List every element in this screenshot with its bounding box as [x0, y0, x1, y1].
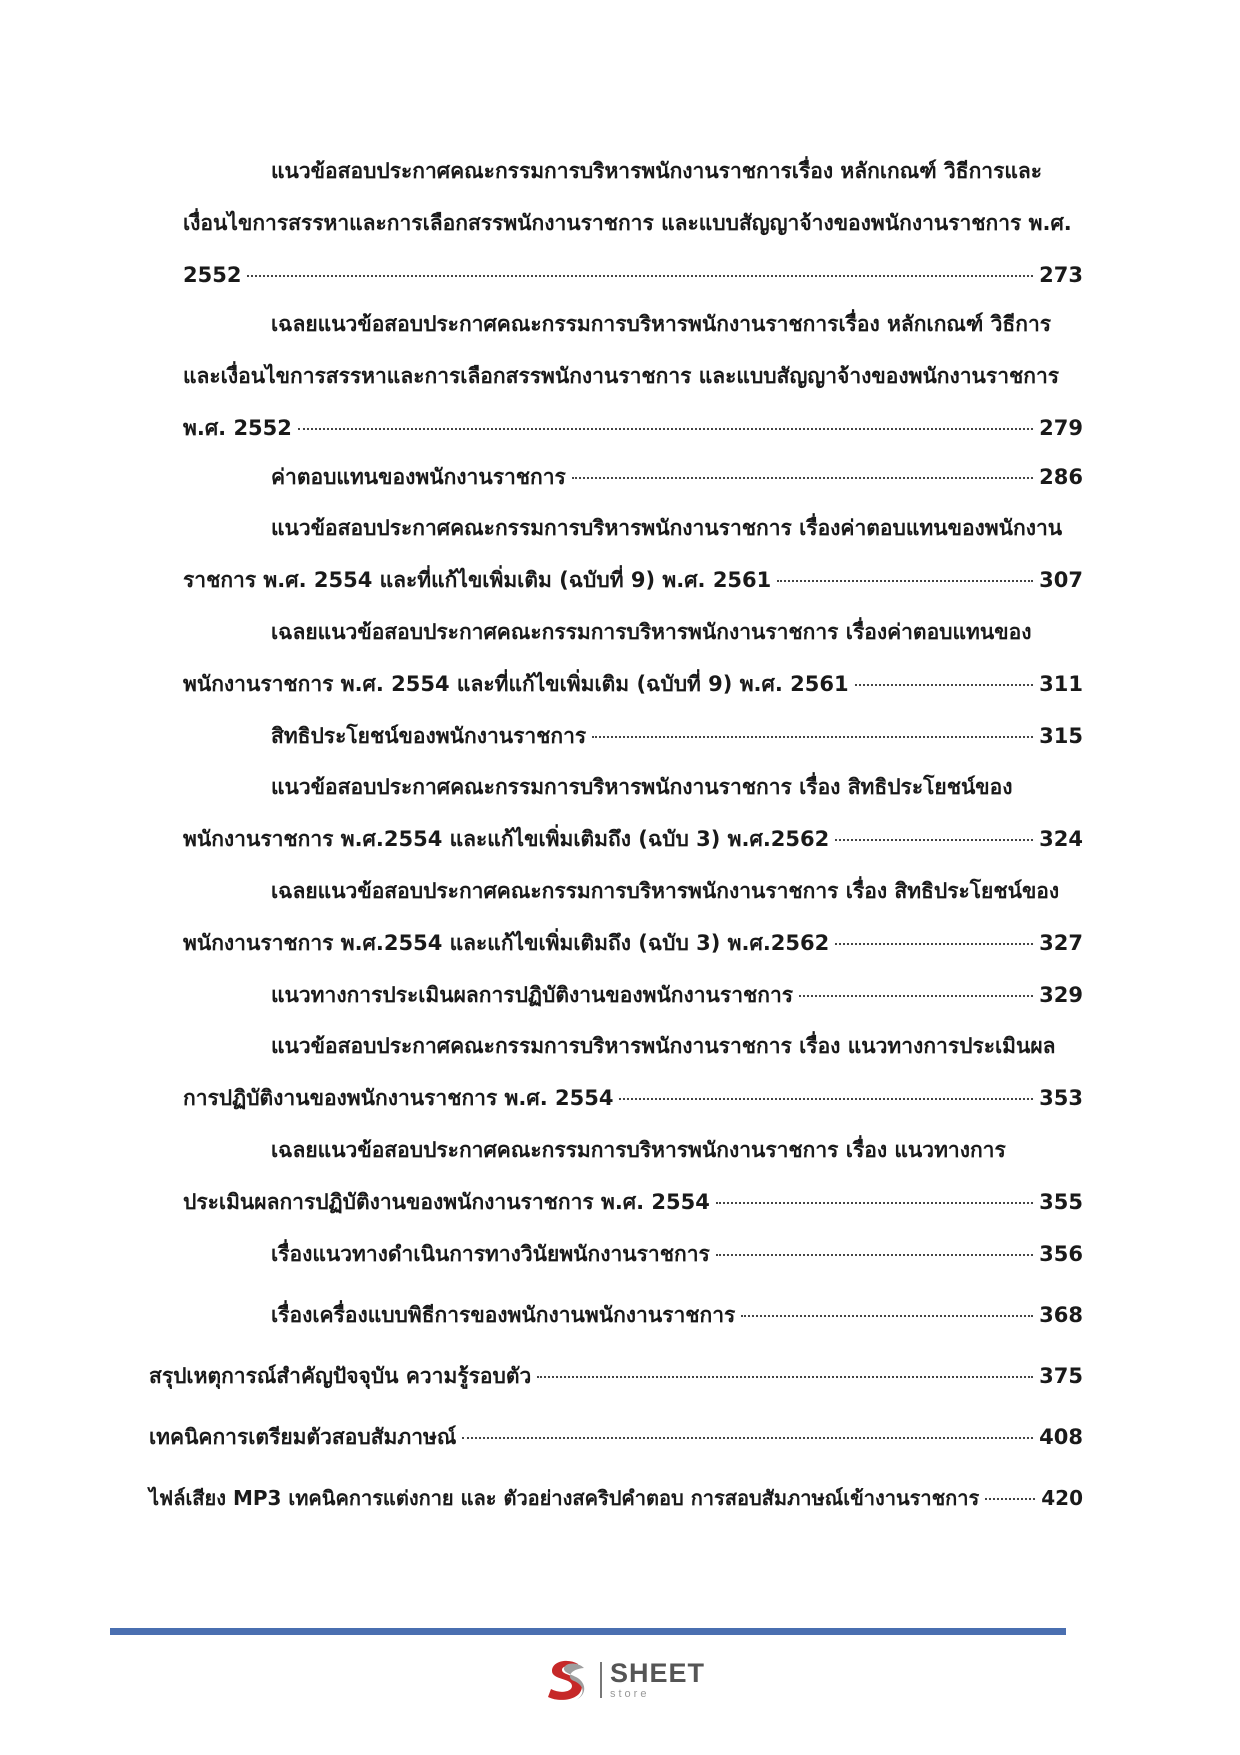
toc-entry[interactable] — [183, 145, 1083, 301]
toc-entry[interactable] — [271, 451, 1083, 503]
toc-page-number: 408 — [1039, 1425, 1083, 1449]
logo-separator — [600, 1662, 602, 1698]
toc-entry-line: แนวข้อสอบประกาศคณะกรรมการบริหารพนักงานราชการ เรื่อง สิทธิประโยชน์ของ — [271, 775, 1013, 799]
dot-leader — [855, 684, 1034, 686]
toc-page-number: 324 — [1039, 827, 1083, 851]
toc-entry-line: พ.ศ. 2552 — [183, 416, 292, 440]
toc-entry[interactable] — [149, 1472, 1083, 1524]
toc-page-number: 368 — [1039, 1303, 1083, 1327]
toc-entry-line: แนวข้อสอบประกาศคณะกรรมการบริหารพนักงานราชการ เรื่อง แนวทางการประเมินผล — [271, 1034, 1056, 1058]
toc-entry-line: เทคนิคการเตรียมตัวสอบสัมภาษณ์ — [149, 1425, 457, 1449]
brand-name: SHEET — [610, 1658, 706, 1688]
toc-entry-line: แนวทางการประเมินผลการปฏิบัติงานของพนักงานราชการ — [271, 983, 794, 1007]
toc-entry[interactable] — [183, 1020, 1083, 1124]
toc-entry[interactable] — [271, 969, 1083, 1021]
toc-entry[interactable] — [271, 1289, 1083, 1341]
dot-leader — [298, 428, 1033, 430]
toc-entry[interactable] — [183, 606, 1083, 710]
dot-leader — [799, 995, 1033, 997]
toc-entry[interactable] — [183, 298, 1083, 454]
toc-page-number: 315 — [1039, 724, 1083, 748]
dot-leader — [247, 275, 1033, 277]
toc-entry-line: เฉลยแนวข้อสอบประกาศคณะกรรมการบริหารพนักงานราชการ เรื่องค่าตอบแทนของ — [271, 620, 1032, 644]
toc-entry-line: พนักงานราชการ พ.ศ.2554 และแก้ไขเพิ่มเติมถึง (ฉบับ 3) พ.ศ.2562 — [183, 827, 830, 851]
toc-entry-line: และเงื่อนไขการสรรหาและการเลือกสรรพนักงานราชการ และแบบสัญญาจ้างของพนักงานราชการ — [183, 364, 1060, 388]
footer-divider — [110, 1628, 1066, 1635]
dot-leader — [835, 943, 1033, 945]
toc-entry-line: เรื่องเครื่องแบบพิธีการของพนักงานพนักงานราชการ — [271, 1303, 736, 1327]
dot-leader — [619, 1098, 1033, 1100]
toc-page-number: 420 — [1041, 1486, 1083, 1510]
toc-page-number: 311 — [1039, 672, 1083, 696]
toc-entry-line: สิทธิประโยชน์ของพนักงานราชการ — [271, 724, 587, 748]
toc-entry[interactable] — [271, 1228, 1083, 1280]
toc-entry-line: สรุปเหตุการณ์สำคัญปัจจุบัน ความรู้รอบตัว — [149, 1364, 532, 1388]
toc-page-number: 327 — [1039, 931, 1083, 955]
sheet-store-s-logo-icon — [542, 1656, 592, 1704]
toc-entry-line: พนักงานราชการ พ.ศ.2554 และแก้ไขเพิ่มเติมถึง (ฉบับ 3) พ.ศ.2562 — [183, 931, 830, 955]
toc-entry-line: ราชการ พ.ศ. 2554 และที่แก้ไขเพิ่มเติม (ฉบับที่ 9) พ.ศ. 2561 — [183, 568, 772, 592]
dot-leader — [572, 477, 1033, 479]
toc-entry-line: เฉลยแนวข้อสอบประกาศคณะกรรมการบริหารพนักงานราชการเรื่อง หลักเกณฑ์ วิธีการ — [271, 312, 1052, 336]
toc-page-number: 273 — [1039, 263, 1083, 287]
toc-entry-line: เงื่อนไขการสรรหาและการเลือกสรรพนักงานราชการ และแบบสัญญาจ้างของพนักงานราชการ พ.ศ. — [183, 211, 1072, 235]
toc-entry[interactable] — [183, 502, 1083, 606]
toc-page-number: 286 — [1039, 465, 1083, 489]
toc-entry-line: พนักงานราชการ พ.ศ. 2554 และที่แก้ไขเพิ่มเติม (ฉบับที่ 9) พ.ศ. 2561 — [183, 672, 849, 696]
toc-page-number: 307 — [1039, 568, 1083, 592]
toc-entry[interactable] — [183, 761, 1083, 865]
toc-entry-line: เฉลยแนวข้อสอบประกาศคณะกรรมการบริหารพนักงานราชการ เรื่อง สิทธิประโยชน์ของ — [271, 879, 1060, 903]
toc-entry-line: 2552 — [183, 263, 242, 287]
dot-leader — [716, 1202, 1033, 1204]
toc-entry-line: ประเมินผลการปฏิบัติงานของพนักงานราชการ พ.ศ. 2554 — [183, 1190, 710, 1214]
toc-entry[interactable] — [183, 1124, 1083, 1228]
dot-leader — [462, 1437, 1033, 1439]
dot-leader — [777, 580, 1033, 582]
toc-entry[interactable] — [271, 710, 1083, 762]
toc-entry-line: แนวข้อสอบประกาศคณะกรรมการบริหารพนักงานราชการ เรื่องค่าตอบแทนของพนักงาน — [271, 516, 1063, 540]
dot-leader — [537, 1376, 1033, 1378]
brand-subname: store — [610, 1688, 650, 1700]
toc-page-number: 355 — [1039, 1190, 1083, 1214]
toc-page-number: 353 — [1039, 1086, 1083, 1110]
dot-leader — [741, 1315, 1033, 1317]
toc-entry[interactable] — [149, 1411, 1083, 1463]
toc-page-number: 375 — [1039, 1364, 1083, 1388]
toc-entry-line: ค่าตอบแทนของพนักงานราชการ — [271, 465, 566, 489]
toc-entry[interactable] — [183, 865, 1083, 969]
sheet-store-logo — [542, 1656, 705, 1704]
toc-entry-line: แนวข้อสอบประกาศคณะกรรมการบริหารพนักงานราชการเรื่อง หลักเกณฑ์ วิธีการและ — [271, 159, 1043, 183]
dot-leader — [985, 1498, 1035, 1500]
toc-page-number: 356 — [1039, 1242, 1083, 1266]
dot-leader — [835, 839, 1033, 841]
toc-entry-line: เรื่องแนวทางดำเนินการทางวินัยพนักงานราชการ — [271, 1242, 710, 1266]
toc-page-number: 329 — [1039, 983, 1083, 1007]
toc-entry-line: เฉลยแนวข้อสอบประกาศคณะกรรมการบริหารพนักงานราชการ เรื่อง แนวทางการ — [271, 1138, 1006, 1162]
toc-page-number: 279 — [1039, 416, 1083, 440]
toc-entry-line: การปฏิบัติงานของพนักงานราชการ พ.ศ. 2554 — [183, 1086, 614, 1110]
dot-leader — [592, 736, 1033, 738]
dot-leader — [716, 1254, 1033, 1256]
toc-entry-line: ไฟล์เสียง MP3 เทคนิคการแต่งกาย และ ตัวอย่างสคริปคำตอบ การสอบสัมภาษณ์เข้างานราชการ — [149, 1486, 980, 1510]
toc-entry[interactable] — [149, 1350, 1083, 1402]
